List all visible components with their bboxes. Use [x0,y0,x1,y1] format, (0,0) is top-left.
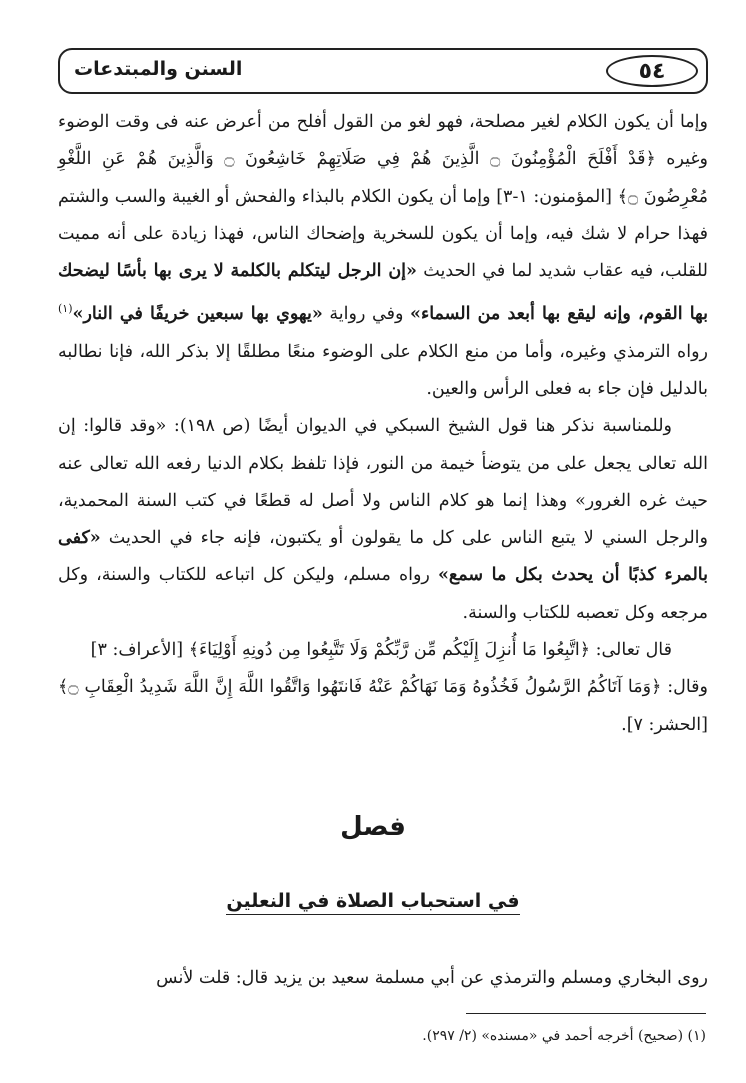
section-first-line: روى البخاري ومسلم والترمذي عن أبي مسلمة سعيد بن يزيد قال: قلت لأنس [156,968,708,988]
main-text [58,104,708,744]
paragraph-2 [58,408,708,632]
hadith-quote-1: «إن الرجل ليتكلم بالكلمة لا يرى بها بأسًا ليضحك بها القوم، وإنه ليقع بها أبعد من السماء» [58,261,708,325]
paragraph-2-text: وللمناسبة نذكر هنا قول الشيخ السبكي في الديوان أيضًا (ص ١٩٨): «وقد قالوا: إن الله تعالى يجعل على من يتوضأ خيمة من النور، فإذا تلفظ بكلام الدنيا رفعه الله تعالى عنه حيث غره الغرور» وهذا إنما هو كلام الناس ولا أصل له قطعًا في كتب السنة المحمدية، والرجل السني لا يتبع الناس على كل ما يقولون أو يكتبون، فإنه جاء في الحديث [58,416,708,549]
page-number: ٥٤ [606,55,698,87]
section-heading: فصل [340,812,406,842]
paragraph-1-end: رواه الترمذي وغيره، وأما من منع الكلام على الوضوء منعًا مطلقًا إلا بذكر الله، فإنا نطالبه بالدليل فإن جاء به فعلى الرأس والعين. [58,341,708,399]
paragraph-1 [58,104,708,408]
paragraph-1-mid: وفي رواية [322,304,411,325]
hadith-quote-3: «كفى بالمرء كذبًا أن يحدث بكل ما سمع» [58,528,708,586]
footnote-marker: (١) [58,302,73,316]
page-header [58,48,708,94]
running-title: السنن والمبتدعات [74,58,243,80]
section-subheading-text: في استحباب الصلاة في النعلين [226,890,519,915]
footnote-divider [466,1013,706,1014]
paragraph-4: وقال: ﴿وَمَا آتَاكُمُ الرَّسُولُ فَخُذُوهُ وَمَا نَهَاكُمْ عَنْهُ فَانتَهُوا وَاتَّقُوا اللَّهَ إِنَّ اللَّهَ شَدِيدُ الْعِقَابِ ۝﴾ [الحشر: ٧]. [58,677,708,735]
paragraph-3: قال تعالى: ﴿اتَّبِعُوا مَا أُنزِلَ إِلَيْكُم مِّن رَّبِّكُمْ وَلَا تَتَّبِعُوا مِن دُونِهِ أَوْلِيَاءَ﴾ [الأعراف: ٣] [90,639,672,660]
footnote: (١) (صحيح) أخرجه أحمد في «مسنده» (٢/ ٢٩٧). [422,1028,706,1044]
section-subheading [0,890,746,912]
paragraph-2-end: رواه مسلم، وليكن كل اتباعه للكتاب والسنة، وكل مرجعه وكل تعصبه للكتاب والسنة. [58,565,708,623]
hadith-quote-2: «يهوي بها سبعين خريفًا في النار» [72,304,323,325]
paragraph-1-text: وإما أن يكون الكلام لغير مصلحة، فهو لغو من القول أفلح من أعرض عنه فى وقت الوضوء وغيره ﴿قَدْ أَفْلَحَ الْمُؤْمِنُونَ ۝ الَّذِينَ هُمْ فِي صَلَاتِهِمْ خَاشِعُونَ ۝ وَالَّذِينَ هُمْ عَنِ اللَّغْوِ مُعْرِضُونَ ۝﴾ [المؤمنون: ١-٣] وإما أن يكون الكلام بالبذاء والفحش أو الغيبة والسب والشتم فهذا حرام لا شك فيه، وإما أن يكون للسخرية وإضحاك الناس، فهذا زيادة على أنه مميت للقلب، فيه عقاب شديد لما في الحديث [58,112,709,282]
